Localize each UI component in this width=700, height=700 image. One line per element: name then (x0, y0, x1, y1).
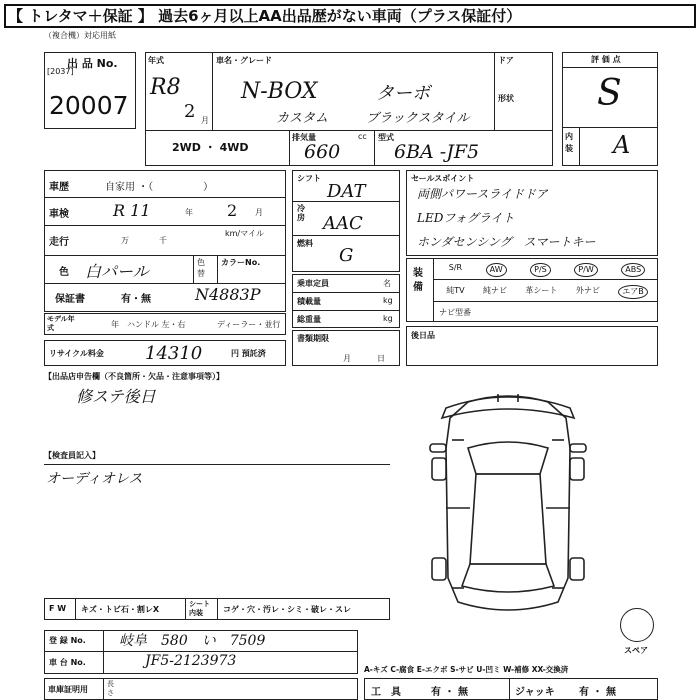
recycle-value: 14310 (145, 343, 203, 364)
cool-value: AAC (323, 213, 363, 234)
mirror-right (570, 444, 586, 452)
cap-unit: 名 (383, 279, 391, 288)
equip-tv: 純TV (446, 286, 465, 295)
fuel-label: 燃料 (297, 239, 313, 248)
after-label: 後日品 (411, 331, 435, 340)
equip-sr: S/R (448, 263, 463, 272)
sales-label: セールスポイント (411, 174, 475, 183)
mileage-label: 走行 (49, 237, 69, 248)
cert-sub: 長さ (107, 680, 114, 697)
disp-value: 660 (304, 141, 341, 163)
equip-airbag: エアB (618, 285, 648, 299)
recycle-label: リサイクル料金 (49, 349, 104, 358)
after-items-box (406, 326, 658, 366)
left-details-box (44, 170, 286, 312)
year-label: 年式 (148, 56, 164, 65)
mirror-left (430, 444, 446, 452)
shift-value: DAT (327, 181, 366, 202)
model-value: 6BA -JF5 (394, 141, 480, 163)
car-windshield (468, 442, 548, 474)
docdue-label: 書類期限 (297, 334, 329, 343)
cap-label: 乗車定員 (297, 279, 329, 288)
outno-small: [2037] (47, 67, 74, 76)
equip-row1 (437, 263, 657, 277)
recycle-box (44, 340, 286, 366)
name-label: 車名・グレード (216, 56, 272, 65)
mileage-sen: 千 (159, 236, 167, 245)
middle-details-box (292, 170, 400, 272)
tools-label: 工 具 (371, 687, 401, 698)
equip-aw: AW (486, 263, 507, 277)
inspect-month-unit: 月 (255, 208, 263, 217)
score-label: 評 価 点 (591, 55, 621, 64)
shape-label: 形状 (498, 94, 514, 103)
tools-box (364, 678, 658, 700)
cert-label: 車庫証明用 (48, 685, 88, 694)
chassis-value: JF5-2123973 (145, 653, 237, 669)
cool-label: 冷房 (297, 204, 305, 222)
equip-row2 (437, 285, 657, 299)
registration-box (44, 630, 358, 674)
color-label: 色 (59, 267, 69, 278)
model-label: 型式 (378, 133, 394, 142)
sales-line3: ホンダセンシング スマートキー (417, 235, 596, 249)
docdue-unit: 月日 (343, 354, 411, 363)
modelyear-label: モデル年式 (47, 315, 75, 332)
equip-label: 装備 (413, 268, 423, 293)
car-roof (470, 474, 546, 564)
equipment-box (406, 258, 658, 322)
seat-text: コゲ・穴・汚レ・シミ・破レ・スレ (223, 605, 351, 614)
car-damage-diagram (408, 388, 608, 624)
equip-pw: P/W (574, 263, 597, 277)
weight-label: 総重量 (297, 315, 321, 324)
colorno-value: N4883P (195, 285, 261, 304)
wheel-fr (570, 458, 584, 480)
recycle-unit: 円 預託済 (231, 349, 266, 358)
disp-label: 排気量 (292, 133, 316, 142)
sales-point-box (406, 170, 658, 256)
name-value1: N-BOX (241, 79, 318, 104)
fw-label: F W (49, 604, 67, 613)
chassis-label: 車 台 No. (49, 658, 86, 667)
equip-ps: P/S (530, 263, 551, 277)
equip-navi: 純ナビ (482, 286, 507, 295)
equip-abs: ABS (621, 263, 645, 277)
outno-value: 20007 (49, 91, 129, 120)
year-value: R8 (150, 75, 181, 100)
warranty-label: 保証書 (55, 294, 85, 305)
inspect-era: R 11 (113, 201, 151, 220)
load-label: 積載量 (297, 297, 321, 306)
month-unit: 月 (201, 116, 209, 125)
name-value4: ブラックスタイル (366, 111, 470, 126)
report-value: 修ステ後日 (76, 387, 156, 406)
inspector-label: 【検査員記入】 (44, 451, 100, 460)
tools-value: 有 ・ 無 (431, 687, 468, 698)
reg-value: 岐阜 580 い 7509 (119, 633, 266, 649)
multi-note: （複合機）対応用紙 (44, 31, 116, 40)
mileage-unit: km/マイル (225, 229, 264, 238)
inspector-value: オーディオレス (46, 471, 143, 487)
color-value: 白パール (85, 262, 149, 281)
navi-label: ナビ型番 (439, 308, 471, 317)
modelyear-box (44, 313, 286, 335)
interior-value: A (613, 131, 631, 159)
sales-line2: LEDフォグライト (417, 211, 515, 225)
jack-value: 有 ・ 無 (579, 687, 616, 698)
spare-icon (620, 608, 654, 642)
mileage-man: 万 (121, 236, 129, 245)
cert-box (44, 678, 358, 700)
wheel-rr (570, 558, 584, 580)
drive-text: 2WD ・ 4WD (172, 141, 249, 154)
name-value2: ターボ (376, 83, 430, 104)
car-rear-window (462, 564, 554, 592)
color-change: 色替 (197, 258, 205, 278)
modelyear-unit: 年 (111, 320, 119, 329)
jack-label: ジャッキ (515, 687, 555, 698)
outno-box (44, 52, 136, 129)
door-label: ドア (498, 56, 514, 65)
docdue-box (292, 330, 411, 366)
score-value: S (597, 73, 622, 114)
name-value3: カスタム (276, 111, 329, 126)
colorno-label: カラーNo. (221, 258, 261, 267)
reg-label: 登 録 No. (49, 636, 86, 645)
month-value: 2 (184, 101, 196, 122)
seat-label: シート内装 (189, 600, 210, 617)
dealer-label: ディーラー・並行 (217, 320, 281, 329)
fw-seat-box (44, 598, 390, 620)
vehicle-header-box (145, 52, 553, 166)
shift-label: シフト (297, 174, 321, 183)
top-banner (4, 4, 696, 28)
inspect-month: 2 (227, 201, 238, 220)
spare-label: スペア (624, 646, 648, 655)
equip-leather: 革シート (525, 286, 558, 295)
handle-label: ハンドル 左・右 (127, 320, 186, 329)
inspect-year-unit: 年 (185, 208, 193, 217)
interior-label: 内装 (565, 132, 573, 153)
history-value: 自家用 ・（ ） (105, 182, 214, 193)
wheel-rl (432, 558, 446, 580)
outno-label: 出 品 No. (67, 57, 118, 70)
damage-legend: A-キズ C-腐食 E-エクボ S-サビ U-凹ミ W-補修 XX-交換済 (364, 665, 569, 674)
disp-unit: cc (358, 132, 367, 141)
weight-unit: kg (383, 314, 393, 323)
history-label: 車歴 (49, 182, 69, 193)
banner-text: 【 トレタマ＋保証 】 過去6ヶ月以上AA出品歴がない車両（プラス保証付） (8, 7, 522, 25)
inspect-label: 車検 (49, 209, 69, 220)
equip-extnavi: 外ナビ (575, 286, 600, 295)
report-label: 【出品店申告欄（不良箇所・欠品・注意事項等）】 (44, 372, 224, 381)
warranty-value: 有・無 (121, 294, 151, 305)
score-box (562, 52, 658, 166)
load-unit: kg (383, 296, 393, 305)
fuel-value: G (339, 245, 354, 266)
capacity-box (292, 274, 400, 328)
fw-text: キズ・トビ石・割レX (81, 605, 160, 614)
wheel-fl (432, 458, 446, 480)
sales-line1: 両側パワースライドドア (417, 187, 548, 201)
